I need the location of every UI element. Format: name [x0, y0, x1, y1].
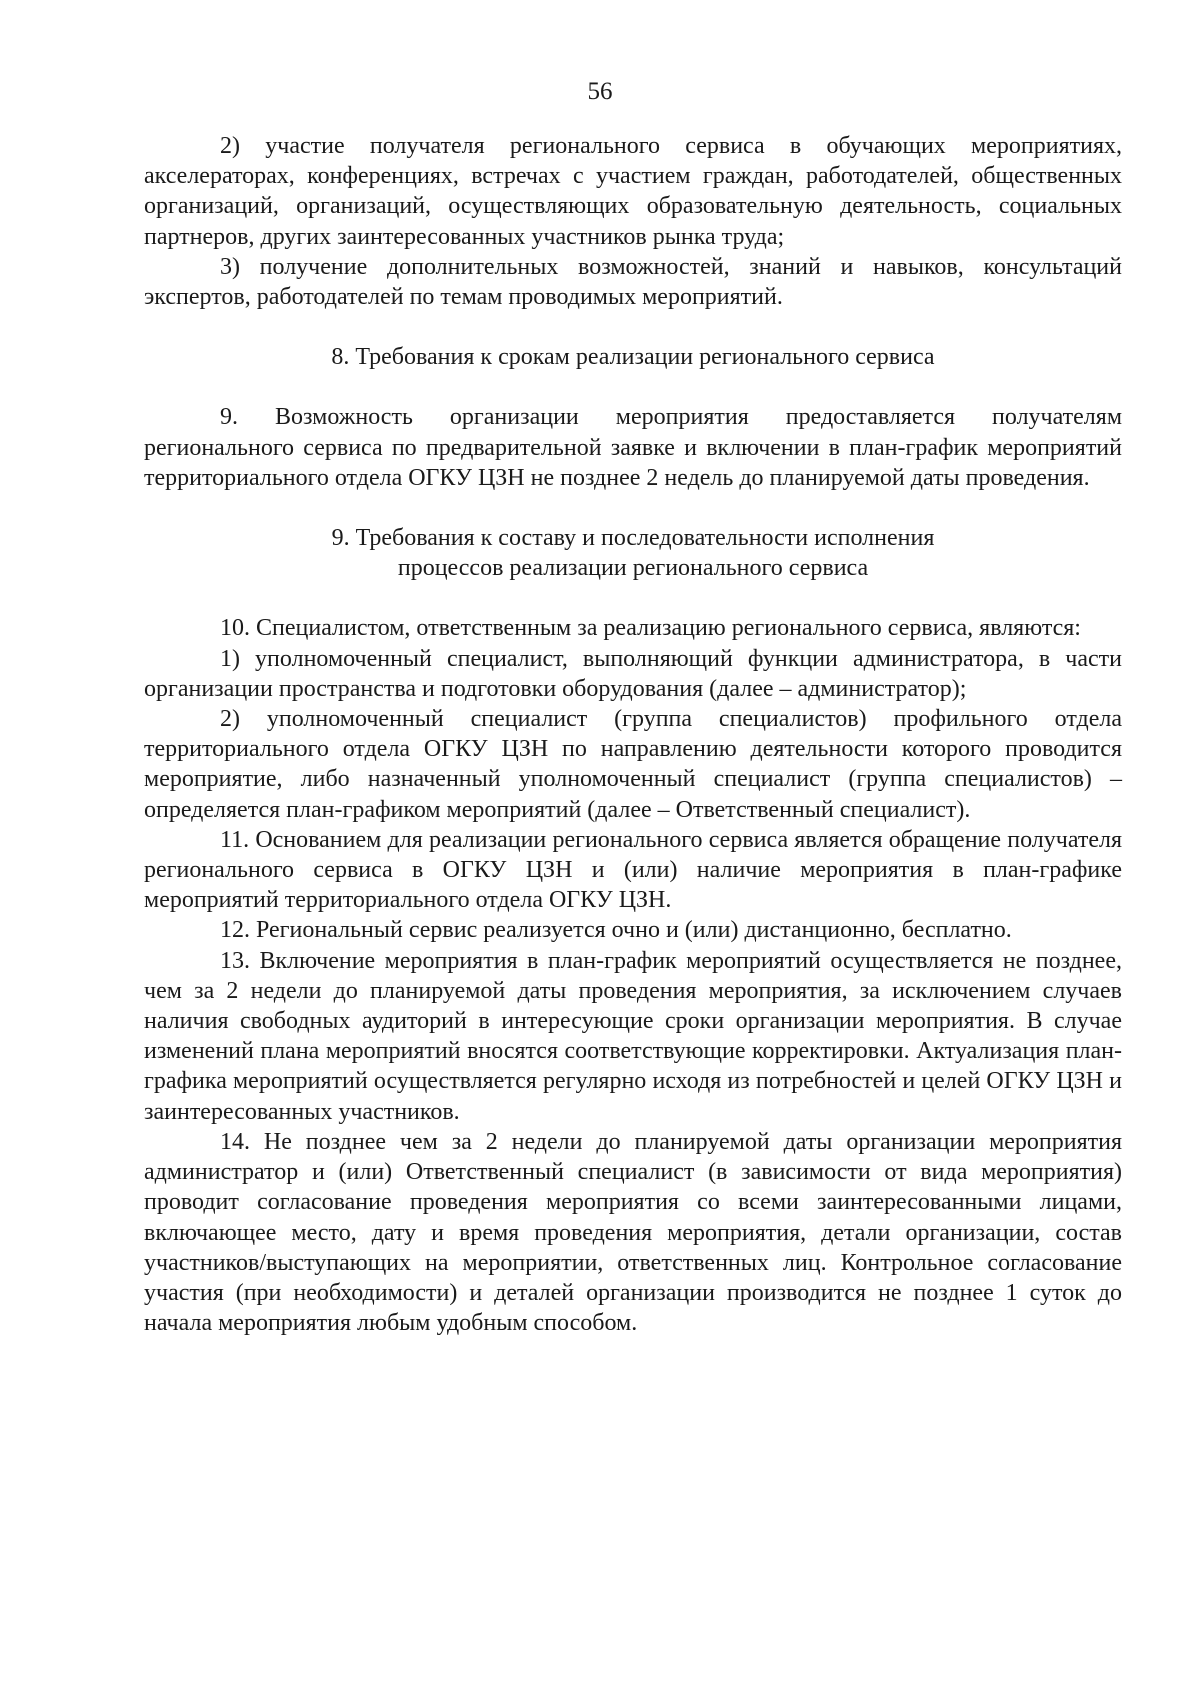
document-body: [144, 131, 1122, 1338]
section-9-heading-line-2: процессов реализации регионального сервиса: [397, 555, 869, 582]
section-8-heading: 8. Требования к срокам реализации регионального сервиса: [331, 344, 935, 371]
paragraph-item-2-participation: 2) участие получателя регионального сервиса в обучающих мероприятиях, акселераторах, конференциях, встречах с участием граждан, работодателей, общественных организаций, организаций, осуществляющих образовательную деятельность, социальных партнеров, других заинтересованных участников рынка труда;: [144, 133, 1122, 250]
paragraph-10-2-responsible: 2) уполномоченный специалист (группа специалистов) профильного отдела территориального отдела ОГКУ ЦЗН по направлению деятельности которого проводится мероприятие, либо назначенный уполномоченный специалист (группа специалистов) – определяется план-графиком мероприятий (далее – Ответственный специалист).: [144, 706, 1122, 823]
paragraph-13-inclusion: 13. Включение мероприятия в план-график мероприятий осуществляется не позднее, чем за 2 недели до планируемой даты проведения мероприятия, за исключением случаев наличия свободных аудиторий в интересующие сроки организации мероприятия. В случае изменений плана мероприятий вносятся соответствующие корректировки. Актуализация план-графика мероприятий осуществляется регулярно исходя из потребностей и целей ОГКУ ЦЗН и заинтересованных участников.: [144, 947, 1122, 1125]
page-number: 56: [587, 78, 613, 105]
paragraph-11-basis: 11. Основанием для реализации регионального сервиса является обращение получателя регионального сервиса в ОГКУ ЦЗН и (или) наличие мероприятия в план-графике мероприятий территориального отдела ОГКУ ЦЗН.: [144, 826, 1122, 914]
paragraph-14-approval: 14. Не позднее чем за 2 недели до планируемой даты организации мероприятия администратор и (или) Ответственный специалист (в зависимости от вида мероприятия) проводит согласование проведения мероприятия со всеми заинтересованными лицами, включающее место, дату и время проведения мероприятия, детали организации, состав участников/выступающих на мероприятии, ответственных лиц. Контрольное согласование участия (при необходимости) и деталей организации производится не позднее 1 суток до начала мероприятия любым удобным способом.: [144, 1128, 1122, 1337]
section-9-heading: [144, 523, 1122, 583]
paragraph-9-possibility: 9. Возможность организации мероприятия предоставляется получателям регионального сервиса по предварительной заявке и включении в план-график мероприятий территориального отдела ОГКУ ЦЗН не позднее 2 недель до планируемой даты проведения.: [144, 404, 1122, 491]
paragraph-item-3-opportunities: 3) получение дополнительных возможностей, знаний и навыков, консультаций экспертов, работодателей по темам проводимых мероприятий.: [144, 253, 1122, 311]
paragraph-10-specialists: 10. Специалистом, ответственным за реализацию регионального сервиса, являются:: [220, 615, 1081, 642]
section-9-heading-line-1: 9. Требования к составу и последовательности исполнения: [331, 525, 935, 552]
paragraph-12-format: 12. Региональный сервис реализуется очно и (или) дистанционно, бесплатно.: [220, 917, 1012, 944]
paragraph-10-1-administrator: 1) уполномоченный специалист, выполняющий функции администратора, в части организации пространства и подготовки оборудования (далее – администратор);: [144, 645, 1122, 702]
